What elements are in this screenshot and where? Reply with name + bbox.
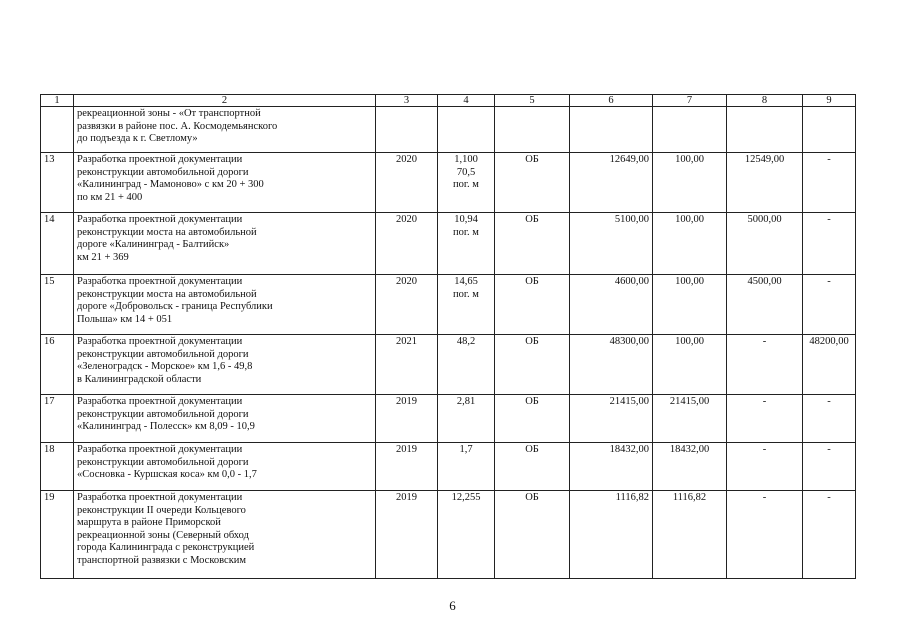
header-col-9: 9 [803, 95, 856, 107]
cell-col-9 [803, 107, 856, 153]
cell-source: ОБ [495, 153, 570, 213]
cell-name: Разработка проектной документации реконструкции автомобильной дороги «Зеленоградск - Морское» км 1,6 - 49,8 в Калининградской области [74, 335, 376, 395]
cell-length: 48,2 [438, 335, 495, 395]
cell-col-6 [570, 107, 653, 153]
cell-col-7: 18432,00 [653, 443, 727, 491]
table-header-row [41, 95, 856, 107]
table-row-14 [41, 213, 856, 275]
cell-source: ОБ [495, 335, 570, 395]
header-col-6: 6 [570, 95, 653, 107]
cell-number: 17 [41, 395, 74, 443]
table-body [41, 95, 856, 579]
cell-col-9: - [803, 213, 856, 275]
cell-length: 10,94 пог. м [438, 213, 495, 275]
cell-col-6: 18432,00 [570, 443, 653, 491]
header-col-8: 8 [727, 95, 803, 107]
header-col-3: 3 [376, 95, 438, 107]
cell-length: 2,81 [438, 395, 495, 443]
header-col-7: 7 [653, 95, 727, 107]
cell-col-9: - [803, 491, 856, 579]
cell-col-9: - [803, 395, 856, 443]
cell-col-8: - [727, 443, 803, 491]
cell-col-8: - [727, 335, 803, 395]
cell-name: рекреационной зоны - «От транспортной развязки в районе пос. А. Космодемьянского до подъезда к г. Светлому» [74, 107, 376, 153]
cell-col-7: 100,00 [653, 153, 727, 213]
cell-length: 12,255 [438, 491, 495, 579]
cell-number: 15 [41, 275, 74, 335]
cell-year: 2019 [376, 491, 438, 579]
cell-col-8: 5000,00 [727, 213, 803, 275]
cell-col-9: - [803, 153, 856, 213]
table-row-17 [41, 395, 856, 443]
cell-number: 13 [41, 153, 74, 213]
table-row-19 [41, 491, 856, 579]
table-row-continuation [41, 107, 856, 153]
cell-source: ОБ [495, 491, 570, 579]
cell-col-7: 100,00 [653, 213, 727, 275]
cell-name: Разработка проектной документации реконструкции II очереди Кольцевого маршрута в районе Приморской рекреационной зоны (Северный обход города Калининграда с реконструкцией транспортной развязки с Московским [74, 491, 376, 579]
cell-col-6: 21415,00 [570, 395, 653, 443]
cell-length: 1,7 [438, 443, 495, 491]
cell-length [438, 107, 495, 153]
cell-number: 16 [41, 335, 74, 395]
cell-name: Разработка проектной документации реконструкции автомобильной дороги «Калининград - Полесск» км 8,09 - 10,9 [74, 395, 376, 443]
cell-col-6: 48300,00 [570, 335, 653, 395]
header-col-5: 5 [495, 95, 570, 107]
cell-name: Разработка проектной документации реконструкции моста на автомобильной дороге «Калининград - Балтийск» км 21 + 369 [74, 213, 376, 275]
cell-number: 14 [41, 213, 74, 275]
cell-year: 2019 [376, 443, 438, 491]
cell-col-8: 4500,00 [727, 275, 803, 335]
cell-col-6: 4600,00 [570, 275, 653, 335]
cell-name: Разработка проектной документации реконструкции моста на автомобильной дороге «Добровольск - граница Республики Польша» км 14 + 051 [74, 275, 376, 335]
cell-col-8: 12549,00 [727, 153, 803, 213]
table-row-18 [41, 443, 856, 491]
cell-year: 2020 [376, 275, 438, 335]
cell-col-9: - [803, 443, 856, 491]
cell-name: Разработка проектной документации реконструкции автомобильной дороги «Калининград - Мамоново» с км 20 + 300 по км 21 + 400 [74, 153, 376, 213]
cell-col-7 [653, 107, 727, 153]
table-row-15 [41, 275, 856, 335]
cell-year: 2021 [376, 335, 438, 395]
cell-col-7: 21415,00 [653, 395, 727, 443]
cell-source: ОБ [495, 395, 570, 443]
cell-year: 2020 [376, 153, 438, 213]
cell-col-7: 100,00 [653, 275, 727, 335]
page-number: 6 [449, 598, 456, 613]
cell-source [495, 107, 570, 153]
cell-number [41, 107, 74, 153]
cell-length: 14,65 пог. м [438, 275, 495, 335]
cell-length: 1,100 70,5 пог. м [438, 153, 495, 213]
header-col-1: 1 [41, 95, 74, 107]
cell-col-6: 5100,00 [570, 213, 653, 275]
cell-col-8: - [727, 395, 803, 443]
table-row-13 [41, 153, 856, 213]
cell-source: ОБ [495, 275, 570, 335]
header-col-4: 4 [438, 95, 495, 107]
cell-col-7: 1116,82 [653, 491, 727, 579]
cell-col-6: 1116,82 [570, 491, 653, 579]
project-documentation-table [40, 94, 856, 579]
cell-name: Разработка проектной документации реконструкции автомобильной дороги «Сосновка - Куршская коса» км 0,0 - 1,7 [74, 443, 376, 491]
table-row-16 [41, 335, 856, 395]
cell-col-8 [727, 107, 803, 153]
cell-col-9: 48200,00 [803, 335, 856, 395]
cell-col-7: 100,00 [653, 335, 727, 395]
header-col-2: 2 [74, 95, 376, 107]
cell-year [376, 107, 438, 153]
cell-number: 18 [41, 443, 74, 491]
cell-col-9: - [803, 275, 856, 335]
cell-source: ОБ [495, 443, 570, 491]
cell-year: 2020 [376, 213, 438, 275]
cell-year: 2019 [376, 395, 438, 443]
cell-number: 19 [41, 491, 74, 579]
cell-col-6: 12649,00 [570, 153, 653, 213]
cell-col-8: - [727, 491, 803, 579]
cell-source: ОБ [495, 213, 570, 275]
